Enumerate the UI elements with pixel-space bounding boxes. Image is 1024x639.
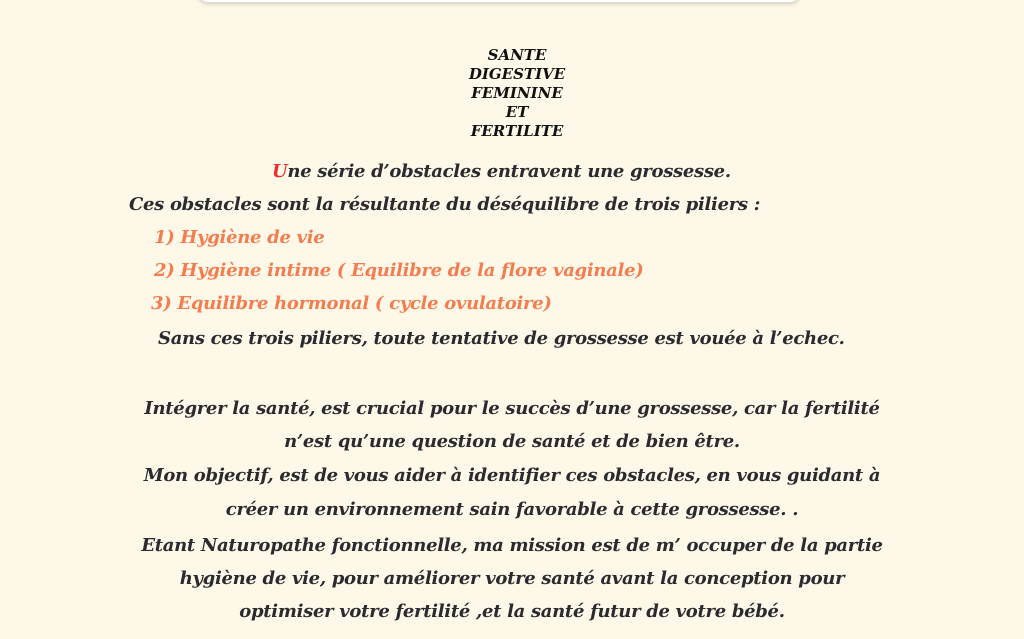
paragraph-line: Intégrer la santé, est crucial pour le succès d’une grossesse, car la fertilité — [144, 398, 880, 419]
heading-line: FERTILITE — [470, 122, 564, 140]
page-heading — [0, 46, 1024, 141]
heading-line: DIGESTIVE — [468, 65, 566, 83]
paragraph-line: Mon objectif, est de vous aider à identifier ces obstacles, en vous guidant à — [143, 465, 881, 486]
heading-line: ET — [505, 103, 529, 121]
pillar-item: 3) Equilibre hormonal ( cycle ovulatoire) — [151, 293, 552, 314]
paragraph-line: optimiser votre fertilité ,et la santé futur de votre bébé. — [239, 601, 785, 622]
without-pillars-text: Sans ces trois piliers, toute tentative de grossesse est vouée à l’echec. — [158, 328, 845, 349]
intro-initial: U — [272, 161, 288, 182]
pillar-item: 1) Hygiène de vie — [154, 227, 325, 248]
intro-rest: ne série d’obstacles entravent une grossesse. — [287, 161, 731, 182]
paragraph-line: Etant Naturopathe fonctionnelle, ma mission est de m’ occuper de la partie — [141, 535, 883, 556]
intro-sentence — [272, 161, 731, 182]
top-card — [198, 0, 800, 2]
paragraph-line: hygiène de vie, pour améliorer votre santé avant la conception pour — [179, 568, 845, 589]
heading-line: SANTE — [487, 46, 547, 64]
pillar-item: 2) Hygiène intime ( Equilibre de la flore vaginale) — [154, 260, 644, 281]
heading-line: FEMININE — [471, 84, 563, 102]
paragraph-line: n’est qu’une question de santé et de bien être. — [284, 431, 740, 452]
obstacles-text: Ces obstacles sont la résultante du déséquilibre de trois piliers : — [129, 194, 761, 215]
paragraph-line: créer un environnement sain favorable à cette grossesse. . — [225, 499, 799, 520]
